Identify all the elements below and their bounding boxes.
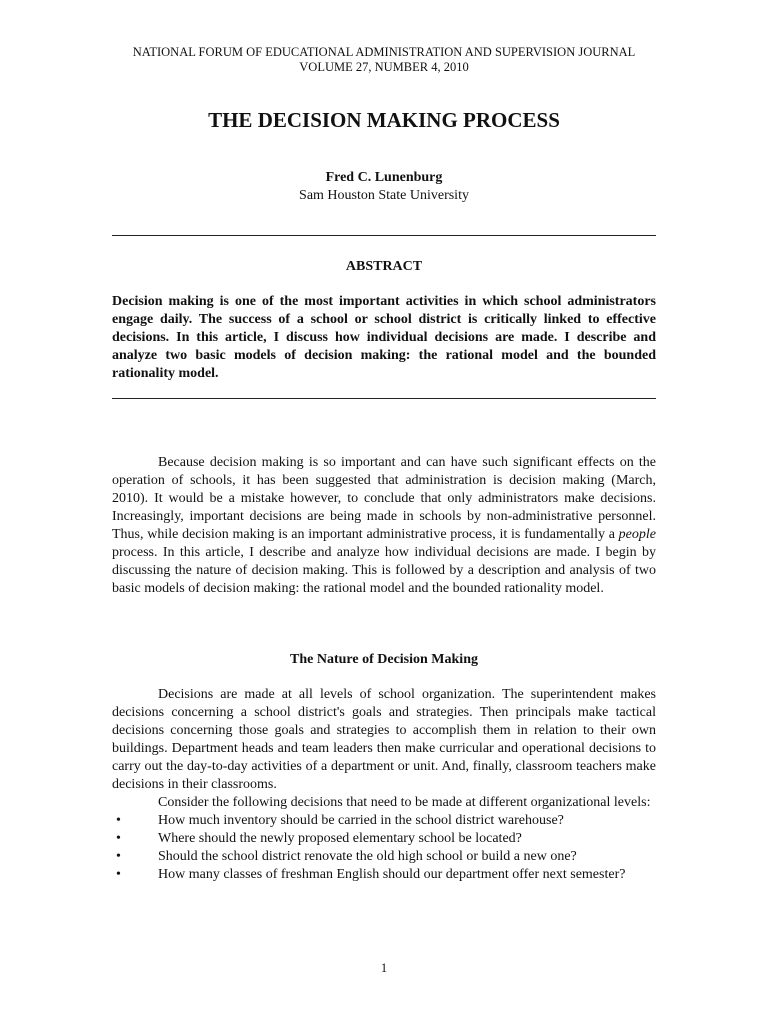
bullet-icon: •	[116, 867, 121, 882]
bullet-icon: •	[116, 813, 121, 828]
abstract-heading: ABSTRACT	[345, 259, 423, 274]
section-paragraph-2: Consider the following decisions that need to be made at different organizational levels:	[158, 795, 651, 810]
abstract-top-divider	[112, 235, 656, 236]
intro-text-start: Because decision making is so important and can have such significant effects on the operation of schools, it has been suggested that administration is decision making (March, 2010). It would be a mistake however, to conclude that only administrators make decisions. Increasingly, important decisions are being made in schools by non-administrative personnel. Thus, while decision making is an important administrative process, it is fundamentally a	[112, 455, 656, 542]
list-item	[112, 848, 656, 866]
section-paragraph-1: Decisions are made at all levels of school organization. The superintendent makes decisions concerning a school district's goals and strategies. Then principals make tactical decisions concerning those goals and strategies to accomplish them in relation to their own buildings. Department heads and team leaders then make curricular and operational decisions to carry out the day-to-day activities of a department or unit. And, finally, classroom teachers make decisions in their classrooms.	[112, 687, 656, 792]
list-item-text: Where should the newly proposed elementary school be located?	[158, 831, 522, 846]
list-item	[112, 830, 656, 848]
list-item-text: How many classes of freshman English should our department offer next semester?	[158, 867, 626, 882]
author-block	[112, 169, 656, 205]
abstract-bottom-divider	[112, 398, 656, 399]
list-item-text: Should the school district renovate the old high school or build a new one?	[158, 849, 577, 864]
journal-header	[112, 45, 656, 75]
list-item-text: How much inventory should be carried in the school district warehouse?	[158, 813, 564, 828]
document-page	[112, 0, 656, 1024]
article-title: THE DECISION MAKING PROCESS	[208, 108, 560, 132]
page-number: 1	[380, 961, 388, 975]
bullet-icon: •	[116, 831, 121, 846]
bullet-icon: •	[116, 849, 121, 864]
intro-italic-word: people	[618, 527, 656, 542]
intro-section	[112, 454, 656, 598]
author-affiliation: Sam Houston State University	[299, 188, 469, 203]
list-item	[112, 812, 656, 830]
abstract-text: Decision making is one of the most important activities in which school administrators engage daily. The success of a school or school district is critically linked to effective decisions. In this article, I discuss how individual decisions are made. I describe and analyze two basic models of decision making: the rational model and the bounded rationality model.	[112, 294, 656, 381]
intro-paragraph	[112, 454, 656, 598]
list-item	[112, 866, 656, 884]
journal-name: NATIONAL FORUM OF EDUCATIONAL ADMINISTRATION AND SUPERVISION JOURNAL	[132, 45, 636, 59]
intro-text-end: process. In this article, I describe and analyze how individual decisions are made. I begin by discussing the nature of decision making. This is followed by a description and analysis of two basic models of decision making: the rational model and the bounded rationality model.	[112, 545, 656, 596]
author-name: Fred C. Lunenburg	[325, 170, 443, 185]
journal-volume: VOLUME 27, NUMBER 4, 2010	[299, 60, 469, 74]
decision-bullet-list	[112, 812, 656, 884]
section-body	[112, 686, 656, 884]
section-heading: The Nature of Decision Making	[290, 652, 478, 667]
